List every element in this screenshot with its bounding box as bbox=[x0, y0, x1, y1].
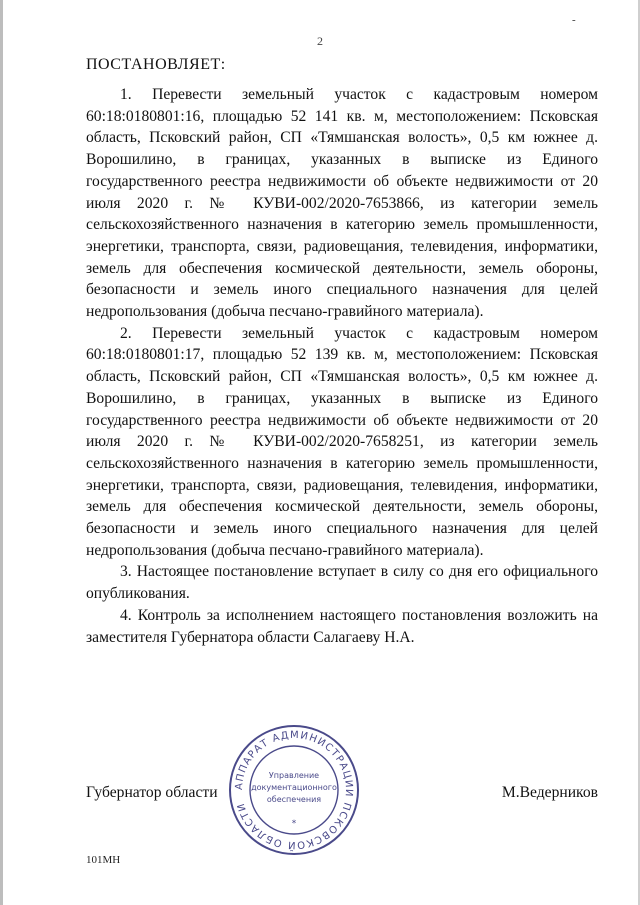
corner-mark: - bbox=[572, 14, 576, 26]
scan-edge-left bbox=[0, 0, 3, 905]
paragraph-3: 3. Настоящее постановление вступает в силу со дня его официального опубликования. bbox=[86, 563, 598, 603]
stamp-center-line-2: документационного bbox=[251, 783, 337, 792]
paragraph-4: 4. Контроль за исполнением настоящего постановления возложить на заместителя Губернатора области Салагаеву Н.А. bbox=[86, 606, 598, 646]
stamp-ring-text: АППАРАТ АДМИНИСТРАЦИИ ПСКОВСКОЙ ОБЛАСТИ bbox=[233, 729, 355, 851]
resolution-heading: ПОСТАНОВЛЯЕТ: bbox=[86, 56, 226, 73]
stamp-center-line-1: Управление bbox=[268, 771, 320, 780]
stamp-star-icon: * bbox=[291, 819, 297, 829]
stamp-center-line-3: обеспечения bbox=[266, 795, 322, 804]
document-body bbox=[86, 84, 598, 648]
paragraph-2: 2. Перевести земельный участок с кадастровым номером 60:18:0180801:17, площадью 52 139 кв. м, местоположением: Псковская область, Псковский район, СП «Тямшанская волость», 0,5 км южнее д. Ворошилино, в границах, указанных в выписке из Единого государственного реестра недвижимости об объекте недвижимости от 20 июля 2020 г. № КУВИ-002/2020-7658251, из категории земель сельскохозяйственного назначения в категорию земель промышленности, энергетики, транспорта, связи, радиовещания, телевидения, информатики, земель для обеспечения космической деятельности, земель обороны, безопасности и земель иного специального назначения для целей недропользования (добыча песчано-гравийного материала). bbox=[86, 324, 598, 559]
official-stamp-seal bbox=[226, 722, 362, 858]
document-code: 101МН bbox=[86, 854, 121, 866]
page-number: 2 bbox=[317, 34, 323, 48]
signatory-name: М.Ведерников bbox=[501, 784, 598, 801]
paragraph-1: 1. Перевести земельный участок с кадастровым номером 60:18:0180801:16, площадью 52 141 кв. м, местоположением: Псковская область, Псковский район, СП «Тямшанская волость», 0,5 км южнее д. Ворошилино, в границах, указанных в выписке из Единого государственного реестра недвижимости об объекте недвижимости от 20 июля 2020 г. № КУВИ-002/2020-7653866, из категории земель сельскохозяйственного назначения в категорию земель промышленности, энергетики, транспорта, связи, радиовещания, телевидения, информатики, земель для обеспечения космической деятельности, земель обороны, безопасности и земель иного специального назначения для целей недропользования (добыча песчано-гравийного материала). bbox=[86, 86, 598, 321]
signatory-position: Губернатор области bbox=[86, 784, 218, 801]
